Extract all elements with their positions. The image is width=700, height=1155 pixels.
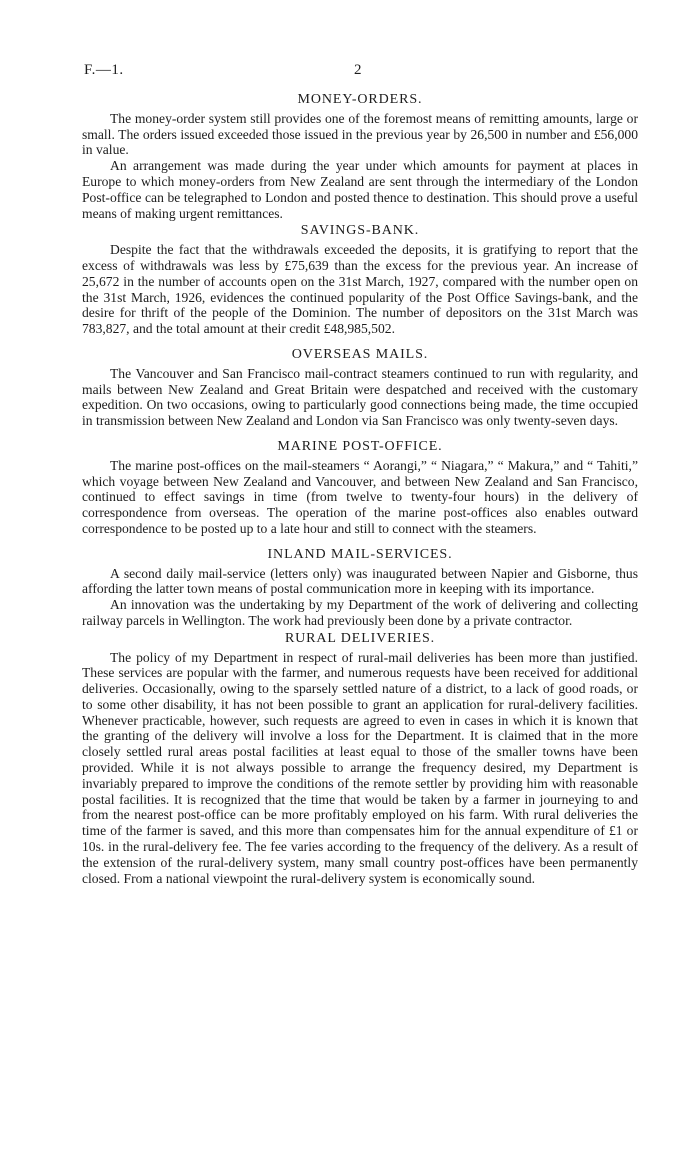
section-heading: MARINE POST-OFFICE.: [277, 438, 443, 454]
paragraph: The Vancouver and San Francisco mail-contract steamers continued to run with regularity, and mails between New Zealand and Great Britain were despatched and received with the customary expedition. On two occasions, owing to particularly good connections being made, the time occupied in transmission between New Zealand and London via San Francisco was only twenty-seven days.: [82, 365, 638, 429]
section-overseas-mails: [82, 347, 638, 429]
document-reference: F.—1.: [84, 62, 124, 78]
section-heading: OVERSEAS MAILS.: [291, 346, 429, 362]
section-heading: MONEY-ORDERS.: [297, 92, 423, 107]
page-number: 2: [354, 62, 362, 78]
paragraph: A second daily mail-service (letters only) was inaugurated between Napier and Gisborne, thus affording the latter town means of postal communication more in keeping with its importance.: [82, 565, 638, 597]
page-header: [84, 62, 640, 80]
paragraph: The marine post-offices on the mail-steamers “ Aorangi,” “ Niagara,” “ Makura,” and “ Tahiti,” which voyage between New Zealand and Vancouver, and between New Zealand and San Francisco, continued to effect savings in time (from twelve to twenty-four hours) in the delivery of correspondence from overseas. The operation of the marine post-offices also enables outward correspondence to be posted up to a late hour and still to connect with the steamers.: [82, 457, 638, 536]
section-rural-deliveries: [82, 631, 638, 887]
section-money-orders: [82, 92, 638, 221]
paragraph: The policy of my Department in respect of rural-mail deliveries has been more than justified. These services are popular with the farmer, and numerous requests have been received for additional deliveries. Occasionally, owing to the sparsely settled nature of a district, to a lack of good roads, or to some other disability, it has not been possible to grant an application for rural-delivery facilities. Whenever practicable, however, such requests are agreed to even in cases in which it is known that the granting of the delivery will involve a loss for the Department. It is claimed that in the more closely settled rural areas postal facilities at least equal to those of the smaller towns have been provided. While it is not always possible to arrange the frequency desired, my Department is invariably prepared to improve the conditions of the remote settler by providing him with reasonable postal facilities. It is recognized that the time that would be taken by a farmer in journeying to and from the nearest post-office can be more profitably employed on his farm. With rural deliveries the time of the farmer is saved, and this more than compensates him for the annual expenditure of £1 or 10s. in the rural-delivery fee. The fee varies according to the frequency of the delivery. As a result of the extension of the rural-delivery system, many small country post-offices have been permanently closed. From a national viewpoint the rural-delivery system is economically sound.: [82, 649, 638, 886]
section-savings-bank: [82, 223, 638, 337]
paragraph: Despite the fact that the withdrawals exceeded the deposits, it is gratifying to report that the excess of withdrawals was less by £75,639 than the excess for the previous year. An increase of 25,672 in the number of accounts open on the 31st March, 1927, compared with the number open on the 31st March, 1926, evidences the continued popularity of the Post Office Savings-bank, and the desire for thrift of the people of the Dominion. The number of depositors on the 31st March was 783,827, and the total amount at their credit £48,985,502.: [82, 242, 638, 337]
section-inland-mail-services: [82, 547, 638, 629]
section-heading: RURAL DELIVERIES.: [284, 630, 436, 646]
section-heading: SAVINGS-BANK.: [300, 223, 420, 239]
document-body: [82, 92, 638, 886]
section-marine-post-office: [82, 439, 638, 537]
paragraph: An arrangement was made during the year under which amounts for payment at places in Europe to which money-orders from New Zealand are sent through the intermediary of the London Post-office can be telegraphed to London and posted thence to destination. This should prove a useful means of making urgent remittances.: [82, 158, 638, 221]
section-heading: INLAND MAIL-SERVICES.: [267, 546, 453, 562]
paragraph: An innovation was the undertaking by my Department of the work of delivering and collecting railway parcels in Wellington. The work had previously been done by a private contractor.: [82, 597, 638, 628]
paragraph: The money-order system still provides one of the foremost means of remitting amounts, large or small. The orders issued exceeded those issued in the previous year by 26,500 in number and £56,000 in value.: [82, 110, 638, 158]
